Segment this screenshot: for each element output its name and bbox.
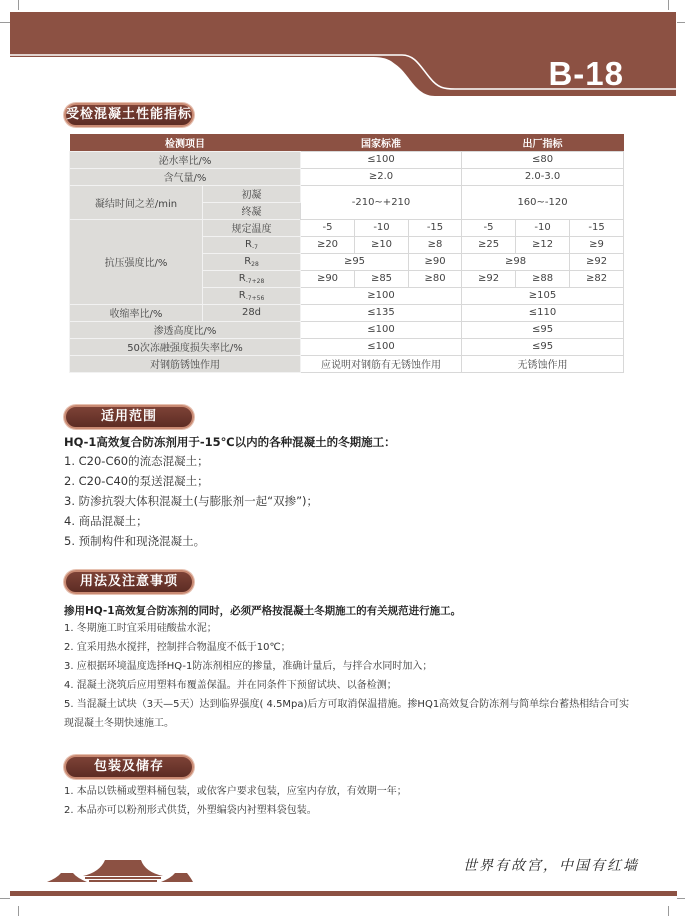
list-item: 1. C20-C60的流态混凝土； bbox=[64, 454, 209, 468]
list-item: 4. 混凝土浇筑后应用塑料布覆盖保温。并在同条件下预留试块、以备检测； bbox=[64, 680, 397, 691]
cell-factory: 2.0-3.0 bbox=[462, 168, 624, 185]
page-code: B-18 bbox=[548, 55, 624, 92]
crop-mark bbox=[668, 0, 669, 10]
row-label: 泌水率比/% bbox=[70, 151, 301, 168]
section-badge-storage: 包装及储存 bbox=[64, 755, 194, 779]
cell-factory: ≥92 bbox=[462, 270, 516, 287]
crop-mark bbox=[677, 898, 685, 899]
section-badge-scope: 适用范围 bbox=[64, 405, 194, 429]
row-sublabel: 初凝 bbox=[203, 185, 301, 202]
crop-mark bbox=[0, 22, 10, 23]
cell-national: ≥80 bbox=[409, 270, 462, 287]
usage-list bbox=[64, 619, 629, 733]
cell-factory: ≤80 bbox=[462, 151, 624, 168]
cell-factory: ≥92 bbox=[570, 253, 624, 270]
r-subscript: -7 bbox=[251, 243, 258, 251]
list-item: 1. 本品以铁桶或塑料桶包装，或依客户要求包装，应室内存放，有效期一年； bbox=[64, 786, 407, 797]
cell-factory: ≥9 bbox=[570, 236, 624, 253]
crop-mark bbox=[668, 906, 669, 916]
list-item: 2. 本品亦可以粉剂形式供货，外塑编袋内衬塑料袋包装。 bbox=[64, 805, 317, 816]
r-symbol: R bbox=[238, 272, 246, 284]
cell-national: ≥100 bbox=[301, 287, 462, 304]
cell-national: ≤100 bbox=[301, 151, 462, 168]
cell-factory: ≥105 bbox=[462, 287, 624, 304]
header-item: 检测项目 bbox=[70, 134, 301, 151]
r-subscript: -7+28 bbox=[245, 277, 265, 285]
list-item: 3. 应根据环境温度选择HQ-1防冻剂相应的掺量，准确计量后，与拌合水同时加入； bbox=[64, 661, 433, 672]
cell-national: ≥2.0 bbox=[301, 168, 462, 185]
cell-national: ≤135 bbox=[301, 304, 462, 321]
row-sublabel: 规定温度 bbox=[203, 219, 301, 236]
footer-motto: 世界有故宫，中国有红墙 bbox=[463, 858, 639, 874]
cell-factory: ≤110 bbox=[462, 304, 624, 321]
table-row bbox=[70, 321, 624, 338]
row-label: 抗压强度比/% bbox=[70, 219, 203, 304]
cell-national: -5 bbox=[301, 219, 355, 236]
cell-factory: -15 bbox=[570, 219, 624, 236]
section-badge-performance: 受检混凝土性能指标 bbox=[64, 103, 194, 127]
cell-factory: ≥25 bbox=[462, 236, 516, 253]
r-symbol: R bbox=[238, 289, 246, 301]
list-item: 4. 商品混凝土； bbox=[64, 514, 148, 528]
scope-lead: HQ-1高效复合防冻剂用于-15℃以内的各种混凝土的冬期施工： bbox=[64, 435, 396, 449]
row-label: 收缩率比/% bbox=[70, 304, 203, 321]
row-label: 50次冻融强度损失率比/% bbox=[70, 338, 301, 355]
scope-list bbox=[64, 451, 318, 551]
row-sublabel bbox=[203, 270, 301, 287]
cell-factory: ≥12 bbox=[516, 236, 570, 253]
cell-national: ≤100 bbox=[301, 321, 462, 338]
cell-national: ≥95 bbox=[301, 253, 409, 270]
row-label: 含气量/% bbox=[70, 168, 301, 185]
table-row bbox=[70, 219, 624, 236]
cell-national: ≥90 bbox=[301, 270, 355, 287]
row-label: 对钢筋锈蚀作用 bbox=[70, 355, 301, 372]
crop-mark bbox=[18, 0, 19, 10]
section-badge-usage: 用法及注意事项 bbox=[64, 570, 194, 594]
cell-national: -10 bbox=[355, 219, 409, 236]
table-header-row bbox=[70, 134, 624, 151]
list-item: 现混凝土冬期快速施工。 bbox=[64, 718, 174, 729]
r-subscript: -7+56 bbox=[245, 294, 265, 302]
cell-factory: -10 bbox=[516, 219, 570, 236]
cell-national: ≤100 bbox=[301, 338, 462, 355]
storage-list bbox=[64, 782, 407, 820]
list-item: 3. 防渗抗裂大体积混凝土(与膨胀剂一起“双掺”)； bbox=[64, 494, 319, 508]
row-sublabel bbox=[203, 253, 301, 270]
crop-mark bbox=[0, 898, 10, 899]
performance-table bbox=[69, 134, 624, 373]
r-symbol: R bbox=[244, 255, 252, 267]
crop-mark bbox=[18, 906, 19, 916]
header-factory: 出厂指标 bbox=[462, 134, 624, 151]
list-item: 5. 当混凝土试块（3天—5天）达到临界强度( 4.5Mpa)后方可取消保温措施。掺HQ1高效复合防冻剂与简单综台蓄热相结合可实 bbox=[64, 699, 630, 710]
cell-factory: ≥88 bbox=[516, 270, 570, 287]
cell-national: ≥85 bbox=[355, 270, 409, 287]
footer-divider bbox=[10, 891, 677, 896]
cell-national: -210~+210 bbox=[301, 185, 462, 219]
cell-national: -15 bbox=[409, 219, 462, 236]
cell-national: ≥10 bbox=[355, 236, 409, 253]
cell-national: ≥90 bbox=[409, 253, 462, 270]
table-row bbox=[70, 185, 624, 202]
cell-factory: ≤95 bbox=[462, 321, 624, 338]
cell-factory: 无锈蚀作用 bbox=[462, 355, 624, 372]
table-row bbox=[70, 151, 624, 168]
row-sublabel bbox=[203, 236, 301, 253]
list-item: 2. 宜采用热水搅拌，控制拌合物温度不低于10℃； bbox=[64, 642, 291, 653]
cell-factory: ≤95 bbox=[462, 338, 624, 355]
crop-mark bbox=[677, 22, 685, 23]
r-symbol: R bbox=[245, 238, 252, 250]
cell-factory: ≥82 bbox=[570, 270, 624, 287]
header-national: 国家标准 bbox=[301, 134, 462, 151]
cell-national: 应说明对钢筋有无锈蚀作用 bbox=[301, 355, 462, 372]
list-item: 5. 预制构件和现浇混凝土。 bbox=[64, 534, 206, 548]
table-row bbox=[70, 304, 624, 321]
list-item: 1. 冬期施工时宜采用硅酸盐水泥； bbox=[64, 623, 217, 634]
cell-national: ≥20 bbox=[301, 236, 355, 253]
cell-national: ≥8 bbox=[409, 236, 462, 253]
table-row bbox=[70, 355, 624, 372]
row-sublabel: 28d bbox=[203, 304, 301, 321]
cell-factory: ≥98 bbox=[462, 253, 570, 270]
cell-factory: 160~-120 bbox=[462, 185, 624, 219]
row-sublabel bbox=[203, 287, 301, 304]
r-subscript: 28 bbox=[251, 260, 259, 268]
row-label: 渗透高度比/% bbox=[70, 321, 301, 338]
row-label: 凝结时间之差/min bbox=[70, 185, 203, 219]
cell-factory: -5 bbox=[462, 219, 516, 236]
usage-lead: 掺用HQ-1高效复合防冻剂的同时，必须严格按混凝土冬期施工的有关规范进行施工。 bbox=[64, 605, 462, 617]
table-row bbox=[70, 338, 624, 355]
table-row bbox=[70, 168, 624, 185]
list-item: 2. C20-C40的泵送混凝土； bbox=[64, 474, 209, 488]
palace-roof-icon bbox=[45, 856, 195, 884]
row-sublabel: 终凝 bbox=[203, 202, 301, 219]
